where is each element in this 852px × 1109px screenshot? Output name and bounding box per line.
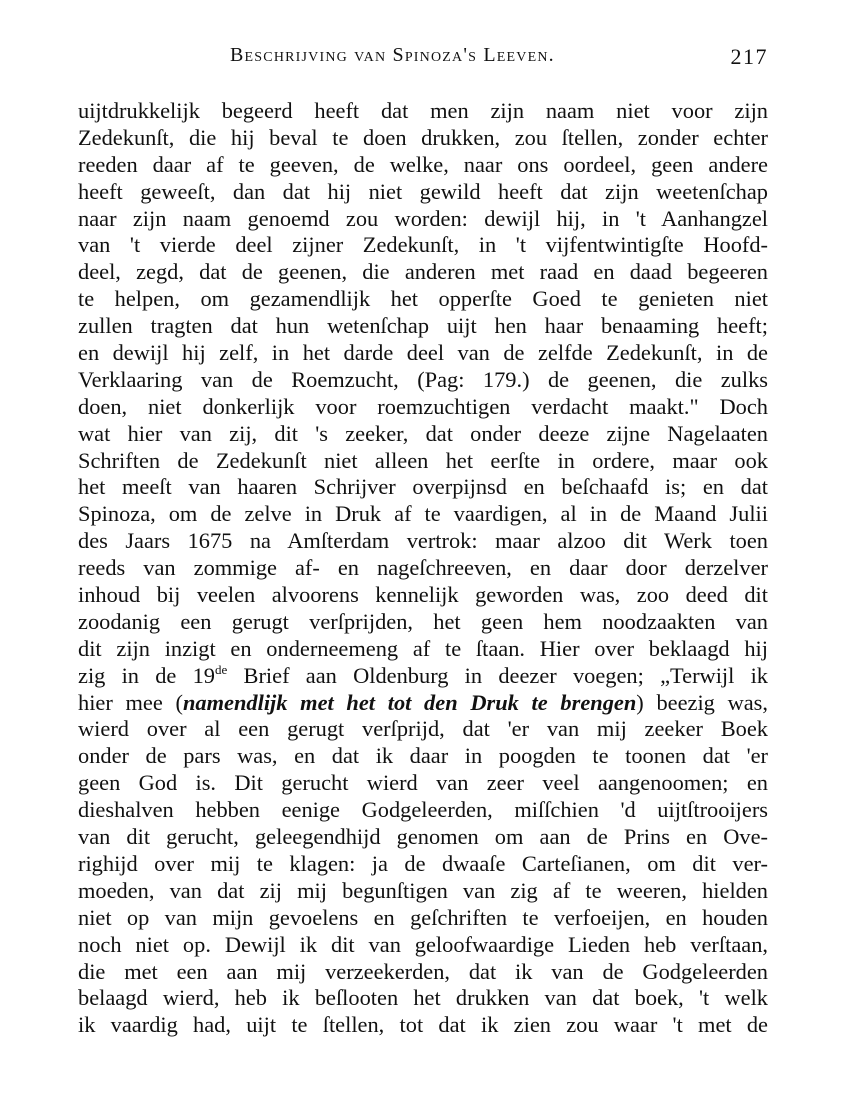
text-line: geen God is. Dit gerucht wierd van zeer veel aangenoomen; en <box>78 770 768 796</box>
text-line: onder de pars was, en dat ik daar in poogden te toonen dat 'er <box>78 743 768 769</box>
text-line: niet op van mijn gevoelens en geſchriften te verfoeijen, en houden <box>78 904 768 930</box>
text-line: van 't vierde deel zijner Zedekunſt, in 't vijfentwintigſte Hoofd- <box>78 232 768 258</box>
text-line: moeden, van dat zij mij begunſtigen van zig af te weeren, hielden <box>78 877 768 903</box>
text-line: des Jaars 1675 na Amſterdam vertrok: maar alzoo dit Werk toen <box>78 528 768 554</box>
page-number: 217 <box>730 44 768 69</box>
text-line: reeds van zommige af- en nageſchreeven, en daar door derzelver <box>78 555 768 581</box>
text-line: noch niet op. Dewijl ik dit van geloofwaardige Lieden heb verſtaan, <box>78 931 768 957</box>
line-segment: zig in de 19 <box>78 662 216 688</box>
line-segment: ) beezig was, <box>636 689 768 715</box>
text-line: ik vaardig had, uijt te ſtellen, tot dat ik zien zou waar 't met de <box>78 1012 768 1038</box>
text-line: heeft geweeſt, dan dat hij niet gewild heeft dat zijn weetenſchap <box>78 178 768 204</box>
text-line: Zedekunſt, die hij beval te doen drukken, zou ſtellen, zonder echter <box>78 124 768 150</box>
text-line: en dewijl hij zelf, in het darde deel van de zelfde Zedekunſt, in de <box>78 340 768 366</box>
text-line: deel, zegd, dat de geenen, die anderen met raad en daad begeeren <box>78 259 768 285</box>
text-line: Schriften de Zedekunſt niet alleen het eerſte in ordere, maar ook <box>78 447 768 473</box>
emphasized-phrase: namendlijk met het tot den Druk te brengen <box>182 689 637 715</box>
text-line: te helpen, om gezamendlijk het opperſte Goed te genieten niet <box>78 286 768 312</box>
text-line-with-superscript <box>78 663 768 690</box>
text-line: zoodanig een gerugt verſprijden, het geen hem noodzaakten van <box>78 608 768 634</box>
line-segment: hier mee ( <box>78 689 183 715</box>
text-line: reeden daar af te geeven, de welke, naar ons oordeel, geen andere <box>78 151 768 177</box>
text-line: naar zijn naam genoemd zou worden: dewijl hij, in 't Aanhangzel <box>78 205 768 231</box>
running-title: Beschrijving van Spinoza's Leeven. <box>230 44 555 66</box>
line-segment: Brief aan Oldenburg in deezer voegen; „Terwijl ik <box>227 662 768 688</box>
text-line: righijd over mij te klagen: ja de dwaaſe Carteſianen, om dit ver- <box>78 850 768 876</box>
text-line: inhoud bij veelen alvoorens kennelijk geworden was, zoo deed dit <box>78 582 768 608</box>
text-line: die met een aan mij verzeekerden, dat ik van de Godgeleerden <box>78 958 768 984</box>
text-line: wat hier van zij, dit 's zeeker, dat onder deeze zijne Nagelaaten <box>78 420 768 446</box>
text-line: uijtdrukkelijk begeerd heeft dat men zijn naam niet voor zijn <box>78 98 768 123</box>
body-text <box>78 98 768 1039</box>
text-line: doen, niet donkerlijk voor roemzuchtigen verdacht maakt." Doch <box>78 393 768 419</box>
text-line: Spinoza, om de zelve in Druk af te vaardigen, al in de Maand Julii <box>78 501 768 527</box>
text-line: het meeſt van haaren Schrijver overpijnsd en beſchaafd is; en dat <box>78 474 768 500</box>
running-header <box>78 44 768 84</box>
text-line: dieshalven hebben eenige Godgeleerden, miſſchien 'd uijtſtrooijers <box>78 797 768 823</box>
text-line: belaagd wierd, heb ik beſlooten het drukken van dat boek, 't welk <box>78 985 768 1011</box>
text-line: van dit gerucht, geleegendhijd genomen om aan de Prins en Ove- <box>78 824 768 850</box>
text-line: dit zijn inzigt en onderneemeng af te ſtaan. Hier over beklaagd hij <box>78 635 768 661</box>
text-line: wierd over al een gerugt verſprijd, dat 'er van mij zeeker Boek <box>78 716 768 742</box>
text-line-with-emphasis <box>78 690 768 717</box>
ordinal-superscript: de <box>215 662 228 677</box>
text-line: Verklaaring van de Roemzucht, (Pag: 179.) de geenen, die zulks <box>78 366 768 392</box>
text-line: zullen tragten dat hun wetenſchap uijt hen haar benaaming heeft; <box>78 313 768 339</box>
